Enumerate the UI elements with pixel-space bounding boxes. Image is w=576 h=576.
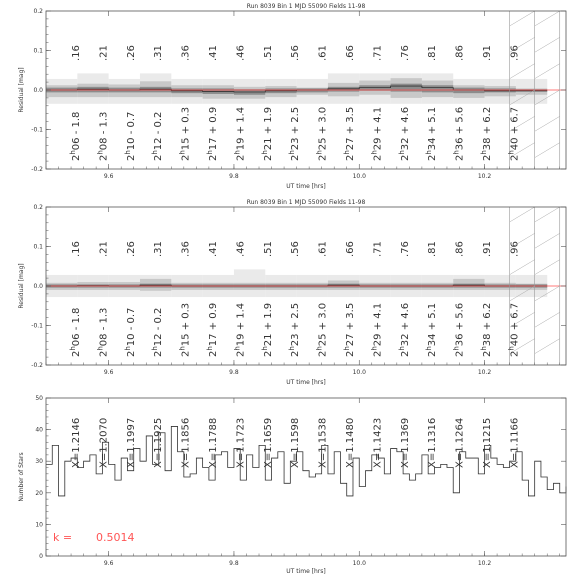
airmass-label: .41 xyxy=(208,241,219,257)
y-axis-label: Number of Stars xyxy=(18,452,25,502)
panel-top xyxy=(18,3,566,190)
y-tick-label: 20 xyxy=(35,489,43,497)
y-tick-label: 40 xyxy=(35,426,43,434)
airmass-label: .96 xyxy=(509,45,521,61)
hatch-line xyxy=(535,312,560,327)
ra-dec-label: $2^h19 + 1.4$ xyxy=(233,106,247,161)
airmass-x-label: X=1.1788 xyxy=(208,417,219,468)
airmass-label: .31 xyxy=(153,45,165,61)
airmass-label: .16 xyxy=(71,241,82,257)
airmass-label: .61 xyxy=(317,241,329,257)
hatch-line xyxy=(535,37,560,52)
ra-dec-label: $2^h27 + 3.5$ xyxy=(343,302,356,357)
airmass-label: .26 xyxy=(125,45,137,61)
airmass-label: .71 xyxy=(372,45,384,61)
hatch-line xyxy=(510,207,535,222)
ra-dec-label: 2$^h$08 - 1.3 xyxy=(96,111,110,161)
y-tick-label: 0 xyxy=(39,553,43,560)
airmass-label: .66 xyxy=(345,241,356,257)
hatch-line xyxy=(535,143,560,158)
airmass-label: .51 xyxy=(262,241,274,257)
y-tick-label: 0.0 xyxy=(33,283,43,290)
x-tick-label: 10.0 xyxy=(352,560,366,567)
ra-dec-label: 2$^h$12 - 0.2 xyxy=(151,307,165,357)
hatch-line xyxy=(510,64,535,79)
x-tick-label: 9.6 xyxy=(103,369,114,376)
ra-dec-label: $2^h25 + 3.0$ xyxy=(315,302,329,357)
airmass-label: .81 xyxy=(427,241,439,257)
airmass-x-label: X=1.1316 xyxy=(427,417,439,468)
ra-dec-label: $2^h38 + 6.2$ xyxy=(480,106,493,161)
y-tick-label: -0.1 xyxy=(31,322,43,330)
ra-dec-label: $2^h15 + 0.3$ xyxy=(178,302,192,357)
ra-dec-label: $2^h23 + 2.5$ xyxy=(288,106,302,161)
x-tick-label: 10.2 xyxy=(477,369,492,376)
airmass-label: .81 xyxy=(427,45,439,61)
ra-dec-label: 2$^h$12 - 0.2 xyxy=(151,111,165,161)
airmass-label: .21 xyxy=(98,45,110,61)
airmass-label: .56 xyxy=(290,241,302,257)
x-tick-label: 9.8 xyxy=(229,173,239,180)
airmass-label: .76 xyxy=(399,241,411,257)
hatch-line xyxy=(535,64,560,79)
airmass-label: .66 xyxy=(345,45,356,61)
airmass-label: .61 xyxy=(317,45,329,61)
x-axis-label: UT time [hrs] xyxy=(286,379,326,386)
x-tick-label: 10.2 xyxy=(477,560,492,567)
y-tick-label: 0.1 xyxy=(33,47,43,55)
y-tick-label: -0.2 xyxy=(31,166,43,173)
y-tick-label: 0.1 xyxy=(33,243,43,251)
k-value: 0.5014 xyxy=(96,531,135,544)
ra-dec-label: $2^h40 + 6.7$ xyxy=(507,106,521,161)
ra-dec-label: $2^h27 + 3.5$ xyxy=(343,106,356,161)
hatch-line xyxy=(535,260,560,275)
band-core-11 xyxy=(391,84,422,92)
airmass-label: .56 xyxy=(290,45,302,61)
panel-mid xyxy=(18,199,566,386)
airmass-label: .26 xyxy=(125,241,137,257)
y-tick-label: 30 xyxy=(35,458,43,466)
airmass-label: .46 xyxy=(235,241,247,257)
airmass-x-label: X=1.1480 xyxy=(345,417,356,468)
hatch-line xyxy=(535,339,560,354)
x-tick-label: 9.8 xyxy=(229,369,239,376)
y-axis-label: Residual [mag] xyxy=(18,263,25,309)
ra-dec-label: 2$^h$10 - 0.7 xyxy=(123,307,137,357)
x-axis-label: UT time [hrs] xyxy=(286,183,326,190)
band-core-12 xyxy=(422,85,453,92)
hatch-line xyxy=(535,233,560,248)
airmass-x-label: X=1.1166 xyxy=(509,417,521,468)
ra-dec-label: $2^h40 + 6.7$ xyxy=(507,302,521,357)
panel-bottom xyxy=(18,395,566,575)
ra-dec-label: $2^h32 + 4.6$ xyxy=(397,106,411,161)
airmass-label: .91 xyxy=(482,45,493,61)
hatch-line xyxy=(510,260,535,275)
airmass-label: .16 xyxy=(71,45,82,61)
y-tick-label: 0.2 xyxy=(33,8,43,15)
y-axis-label: Residual [mag] xyxy=(18,67,25,113)
y-tick-label: 0.0 xyxy=(33,87,43,94)
ra-dec-label: $2^h36 + 5.6$ xyxy=(452,302,466,357)
ra-dec-label: $2^h23 + 2.5$ xyxy=(288,302,302,357)
ra-dec-label: $2^h36 + 5.6$ xyxy=(452,106,466,161)
airmass-x-label: X=1.1264 xyxy=(454,417,466,468)
hatch-line xyxy=(510,11,535,26)
airmass-x-label: X=1.1659 xyxy=(262,417,274,468)
airmass-label: .36 xyxy=(180,45,192,61)
x-tick-label: 9.6 xyxy=(103,173,114,180)
ra-dec-label: $2^h21 + 1.9$ xyxy=(260,302,274,357)
airmass-label: .41 xyxy=(208,45,219,61)
airmass-x-label: X=1.2070 xyxy=(98,417,110,468)
airmass-x-label: X=1.1723 xyxy=(235,417,247,468)
ra-dec-label: $2^h17 + 0.9$ xyxy=(206,106,219,161)
x-axis-label: UT time [hrs] xyxy=(286,568,326,575)
ra-dec-label: $2^h34 + 5.1$ xyxy=(425,302,439,357)
panel-title: Run 8039 Bin 1 MJD 55090 Fields 11-98 xyxy=(246,199,366,206)
y-tick-label: 0.2 xyxy=(33,204,43,211)
ra-dec-label: $2^h15 + 0.3$ xyxy=(178,106,192,161)
hatch-line xyxy=(535,207,560,222)
y-tick-label: 50 xyxy=(35,395,43,402)
ra-dec-label: $2^h19 + 1.4$ xyxy=(233,302,247,357)
airmass-label: .31 xyxy=(153,241,165,257)
airmass-label: .21 xyxy=(98,241,110,257)
airmass-x-label: X=1.1538 xyxy=(317,417,329,468)
airmass-x-label: X=1.1215 xyxy=(482,417,493,468)
airmass-label: .46 xyxy=(235,45,247,61)
ra-dec-label: $2^h29 + 4.1$ xyxy=(370,106,384,161)
ra-dec-label: $2^h25 + 3.0$ xyxy=(315,106,329,161)
x-tick-label: 10.0 xyxy=(352,369,366,376)
x-tick-label: 9.6 xyxy=(103,560,114,567)
airmass-label: .96 xyxy=(509,241,521,257)
panel-title: Run 8039 Bin 1 MJD 55090 Fields 11-98 xyxy=(246,3,366,10)
x-tick-label: 9.8 xyxy=(229,560,239,567)
airmass-label: .36 xyxy=(180,241,192,257)
airmass-x-label: X=1.2146 xyxy=(71,417,82,468)
y-tick-label: -0.2 xyxy=(31,362,43,369)
ra-dec-label: 2$^h$08 - 1.3 xyxy=(96,307,110,357)
airmass-label: .91 xyxy=(482,241,493,257)
ra-dec-label: $2^h34 + 5.1$ xyxy=(425,106,439,161)
airmass-label: .86 xyxy=(454,45,466,61)
k-label: k = xyxy=(53,531,73,544)
x-tick-label: 10.0 xyxy=(352,173,366,180)
ra-dec-label: $2^h17 + 0.9$ xyxy=(206,302,219,357)
airmass-label: .76 xyxy=(399,45,411,61)
y-tick-label: 10 xyxy=(35,521,43,529)
airmass-label: .86 xyxy=(454,241,466,257)
ra-dec-label: 2$^h$10 - 0.7 xyxy=(123,111,137,161)
ra-dec-label: $2^h29 + 4.1$ xyxy=(370,302,384,357)
airmass-label: .71 xyxy=(372,241,384,257)
ra-dec-label: $2^h38 + 6.2$ xyxy=(480,302,493,357)
ra-dec-label: $2^h21 + 1.9$ xyxy=(260,106,274,161)
x-tick-label: 10.2 xyxy=(477,173,492,180)
hatch-line xyxy=(535,116,560,131)
ra-dec-label: $2^h32 + 4.6$ xyxy=(397,302,411,357)
airmass-x-label: X=1.1997 xyxy=(125,417,137,468)
airmass-x-label: X=1.1423 xyxy=(372,417,384,468)
airmass-x-label: X=1.1856 xyxy=(180,417,192,468)
airmass-x-label: X=1.1925 xyxy=(153,417,165,468)
airmass-x-label: X=1.1598 xyxy=(290,417,302,468)
airmass-label: .51 xyxy=(262,45,274,61)
ra-dec-label: 2$^h$06 - 1.8 xyxy=(69,111,82,161)
y-tick-label: -0.1 xyxy=(31,126,43,134)
ra-dec-label: 2$^h$06 - 1.8 xyxy=(69,307,82,357)
hatch-line xyxy=(535,11,560,26)
airmass-x-label: X=1.1369 xyxy=(399,417,411,468)
